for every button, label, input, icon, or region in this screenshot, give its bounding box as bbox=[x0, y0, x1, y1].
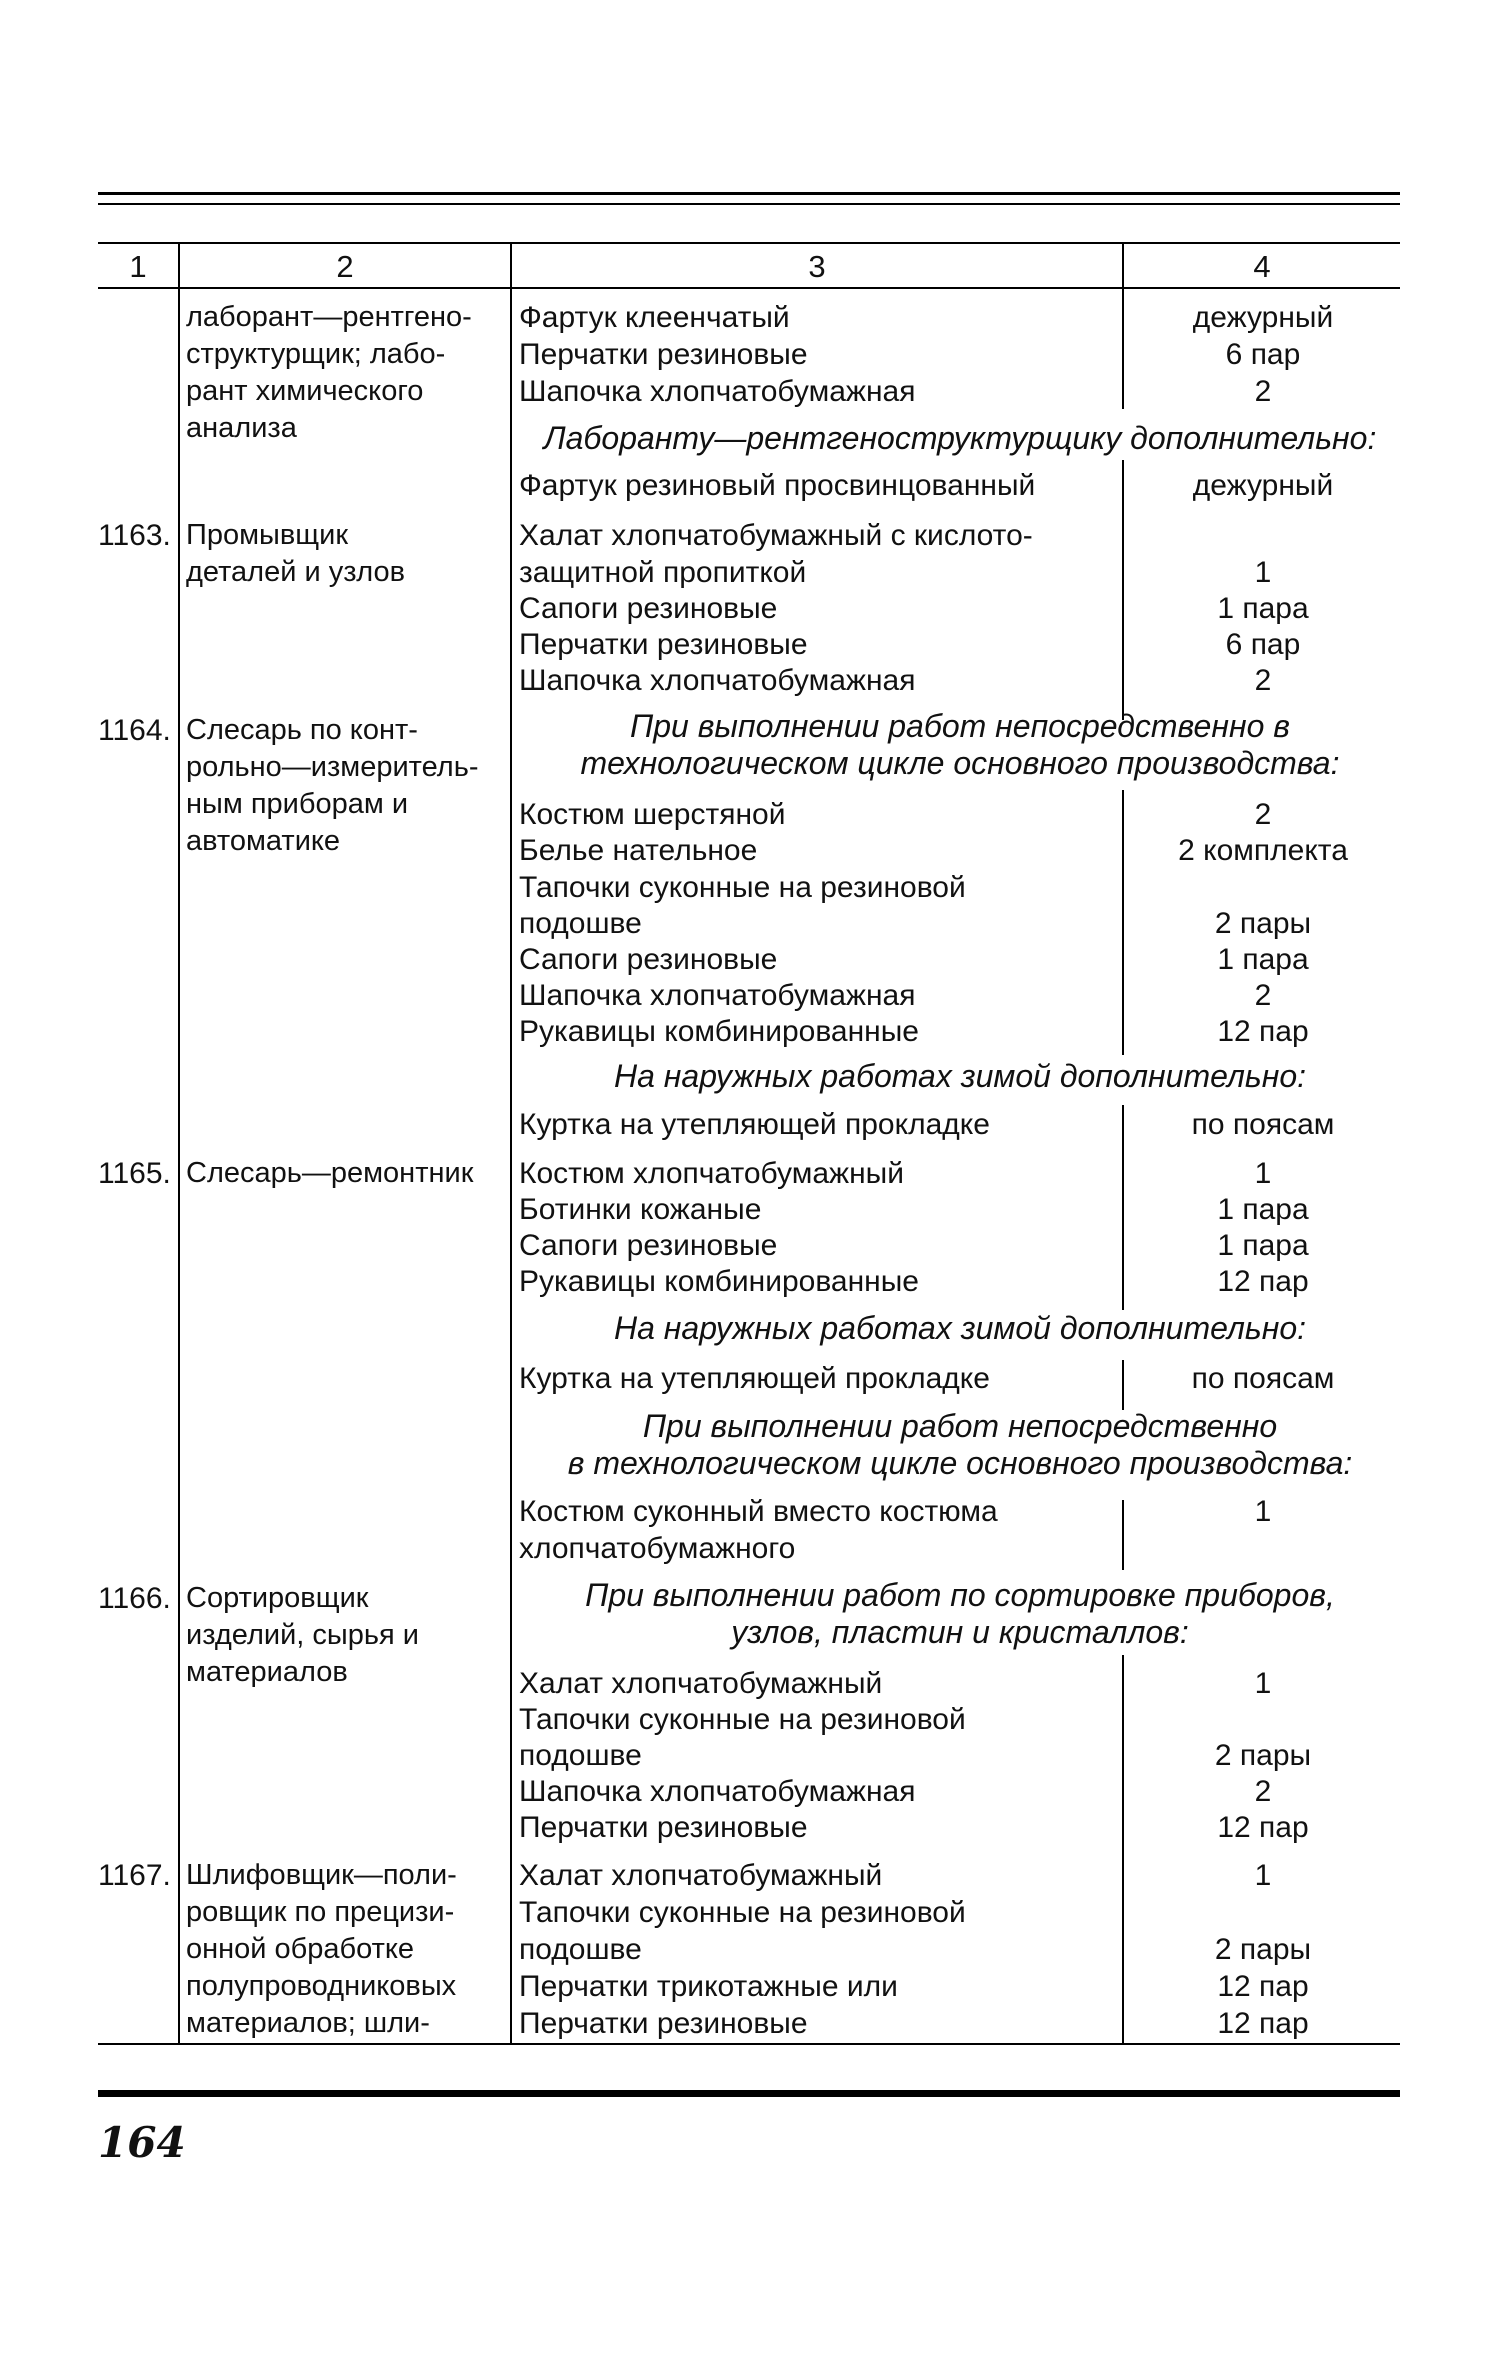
top-rule-2 bbox=[98, 203, 1400, 205]
col-sep-3-seg bbox=[1122, 460, 1124, 720]
item-name: Тапочки суконные на резиновой bbox=[519, 871, 966, 904]
item-qty: 6 пар bbox=[1225, 628, 1301, 661]
occupation-line: онной обработке bbox=[186, 1933, 415, 1965]
item-qty: 2 пары bbox=[1214, 907, 1312, 940]
item-name: Шапочка хлопчатобумажная bbox=[519, 664, 916, 697]
item-qty: 1 пара bbox=[1217, 592, 1309, 625]
item-name: Тапочки суконные на резиновой bbox=[519, 1896, 966, 1929]
col-sep-1 bbox=[178, 242, 180, 2045]
item-name: Белье нательное bbox=[519, 834, 758, 867]
occupation-line: автоматике bbox=[186, 825, 341, 857]
subheading: При выполнении работ по сортировке приборов, bbox=[585, 1577, 1335, 1613]
occupation-line: анализа bbox=[186, 412, 297, 444]
item-name: Перчатки резиновые bbox=[519, 2007, 808, 2040]
item-qty: 12 пар bbox=[1217, 2007, 1309, 2040]
occupation-line: структурщик; лабо- bbox=[186, 338, 446, 370]
occupation-line: материалов; шли- bbox=[186, 2007, 430, 2039]
item-name: Сапоги резиновые bbox=[519, 1229, 778, 1262]
item-name: Халат хлопчатобумажный с кислото- bbox=[519, 519, 1033, 552]
occupation-line: изделий, сырья и bbox=[186, 1619, 419, 1651]
item-name: Ботинки кожаные bbox=[519, 1193, 762, 1226]
top-rule-1 bbox=[98, 192, 1400, 195]
header-col-2: 2 bbox=[336, 249, 354, 284]
occupation-line: ровщик по прецизи- bbox=[186, 1896, 455, 1928]
item-name: Шапочка хлопчатобумажная bbox=[519, 1775, 916, 1808]
col-sep-3-seg bbox=[1122, 1105, 1124, 1310]
item-name: Тапочки суконные на резиновой bbox=[519, 1703, 966, 1736]
item-name: Перчатки резиновые bbox=[519, 628, 808, 661]
item-name: Костюм хлопчатобумажный bbox=[519, 1157, 904, 1190]
col-sep-3-seg bbox=[1122, 1655, 1124, 2045]
item-qty: по поясам bbox=[1191, 1362, 1335, 1395]
subheading: При выполнении работ непосредственно bbox=[642, 1408, 1278, 1444]
subheading: Лаборанту—рентгеноструктурщику дополнительно: bbox=[543, 420, 1377, 456]
subheading: технологическом цикле основного производства: bbox=[580, 745, 1340, 781]
item-name: Куртка на утепляющей прокладке bbox=[519, 1108, 990, 1141]
occupation-line: деталей и узлов bbox=[186, 556, 405, 588]
item-qty bbox=[1128, 1530, 1398, 1567]
subheading: в технологическом цикле основного производства: bbox=[567, 1445, 1353, 1481]
occupation-line: лаборант—рентгено- bbox=[186, 301, 472, 333]
item-name: хлопчатобумажного bbox=[519, 1532, 796, 1565]
occupation-line: ным приборам и bbox=[186, 788, 409, 820]
item-qty: 2 bbox=[1254, 1775, 1272, 1808]
subheading: узлов, пластин и кристаллов: bbox=[731, 1614, 1189, 1650]
item-name: Перчатки резиновые bbox=[519, 338, 808, 371]
item-qty bbox=[1128, 1894, 1398, 1931]
item-qty: 1 пара bbox=[1217, 1229, 1309, 1262]
header-col-3: 3 bbox=[808, 249, 826, 284]
item-qty: 1 bbox=[1254, 1495, 1272, 1528]
col-sep-3-seg bbox=[1122, 1360, 1124, 1410]
item-qty: 2 комплекта bbox=[1178, 834, 1348, 867]
page-number: 164 bbox=[98, 2118, 186, 2167]
item-qty bbox=[1128, 517, 1398, 554]
row-number: 1166. bbox=[98, 1582, 171, 1615]
row-number: 1164. bbox=[98, 714, 171, 747]
item-qty: дежурный bbox=[1192, 301, 1334, 334]
occupation-line: Слесарь по конт- bbox=[186, 714, 418, 746]
item-qty: 12 пар bbox=[1217, 1970, 1309, 2003]
row-number: 1165. bbox=[98, 1157, 171, 1190]
item-name: Фартук клеенчатый bbox=[519, 301, 790, 334]
table-bottom-line bbox=[98, 2043, 1400, 2045]
item-qty: 12 пар bbox=[1217, 1811, 1309, 1844]
item-qty: 2 bbox=[1254, 979, 1272, 1012]
occupation-line: Сортировщик bbox=[186, 1582, 369, 1614]
item-name: Рукавицы комбинированные bbox=[519, 1265, 919, 1298]
item-qty: 2 пары bbox=[1214, 1739, 1312, 1772]
header-top-line bbox=[98, 242, 1400, 244]
item-qty: 1 bbox=[1254, 1859, 1272, 1892]
col-sep-3-seg bbox=[1122, 1500, 1124, 1570]
item-qty: 1 bbox=[1254, 1157, 1272, 1190]
item-qty: 1 пара bbox=[1217, 1193, 1309, 1226]
item-qty: 1 bbox=[1254, 1667, 1272, 1700]
subheading: При выполнении работ непосредственно в bbox=[630, 708, 1290, 744]
col-sep-3-seg bbox=[1122, 289, 1124, 409]
occupation-line: рант химического bbox=[186, 375, 424, 407]
item-qty: 2 bbox=[1254, 375, 1272, 408]
header-bottom-line bbox=[98, 287, 1400, 289]
item-name: подошве bbox=[519, 1933, 642, 1966]
item-qty: по поясам bbox=[1191, 1108, 1335, 1141]
item-name: Рукавицы комбинированные bbox=[519, 1015, 919, 1048]
occupation-line: Промывщик bbox=[186, 519, 349, 551]
row-number: 1163. bbox=[98, 519, 171, 552]
item-name: подошве bbox=[519, 1739, 642, 1772]
occupation-line: материалов bbox=[186, 1656, 348, 1688]
col-sep-2 bbox=[510, 242, 512, 2045]
item-name: Перчатки трикотажные или bbox=[519, 1970, 898, 2003]
item-qty: 2 bbox=[1254, 664, 1272, 697]
col-sep-3-seg bbox=[1122, 790, 1124, 1055]
item-name: Сапоги резиновые bbox=[519, 943, 778, 976]
header-col-4: 4 bbox=[1253, 249, 1271, 284]
subheading: На наружных работах зимой дополнительно: bbox=[613, 1310, 1307, 1346]
item-qty: 12 пар bbox=[1217, 1265, 1309, 1298]
item-qty bbox=[1128, 1701, 1398, 1738]
row-number: 1167. bbox=[98, 1859, 171, 1892]
item-qty: 6 пар bbox=[1225, 338, 1301, 371]
item-qty: 2 bbox=[1254, 798, 1272, 831]
bottom-thick-rule bbox=[98, 2090, 1400, 2097]
item-name: Перчатки резиновые bbox=[519, 1811, 808, 1844]
item-qty: 2 пары bbox=[1214, 1933, 1312, 1966]
occupation-line: Слесарь—ремонтник bbox=[186, 1157, 474, 1189]
item-name: Куртка на утепляющей прокладке bbox=[519, 1362, 990, 1395]
item-qty: 1 пара bbox=[1217, 943, 1309, 976]
item-qty: дежурный bbox=[1192, 469, 1334, 502]
item-name: Фартук резиновый просвинцованный bbox=[519, 469, 1036, 502]
occupation-line: Шлифовщик—поли- bbox=[186, 1859, 457, 1891]
item-qty: 1 bbox=[1254, 556, 1272, 589]
header-col-1: 1 bbox=[129, 249, 147, 284]
item-name: Халат хлопчатобумажный bbox=[519, 1667, 883, 1700]
item-name: Халат хлопчатобумажный bbox=[519, 1859, 883, 1892]
item-name: защитной пропиткой bbox=[519, 556, 807, 589]
item-name: Сапоги резиновые bbox=[519, 592, 778, 625]
item-name: Костюм шерстяной bbox=[519, 798, 786, 831]
subheading: На наружных работах зимой дополнительно: bbox=[613, 1058, 1307, 1094]
item-name: подошве bbox=[519, 907, 642, 940]
item-name: Шапочка хлопчатобумажная bbox=[519, 979, 916, 1012]
item-name: Костюм суконный вместо костюма bbox=[519, 1495, 998, 1528]
item-qty bbox=[1128, 869, 1398, 906]
item-name: Шапочка хлопчатобумажная bbox=[519, 375, 916, 408]
occupation-line: рольно—измеритель- bbox=[186, 751, 479, 783]
occupation-line: полупроводниковых bbox=[186, 1970, 457, 2002]
item-qty: 12 пар bbox=[1217, 1015, 1309, 1048]
